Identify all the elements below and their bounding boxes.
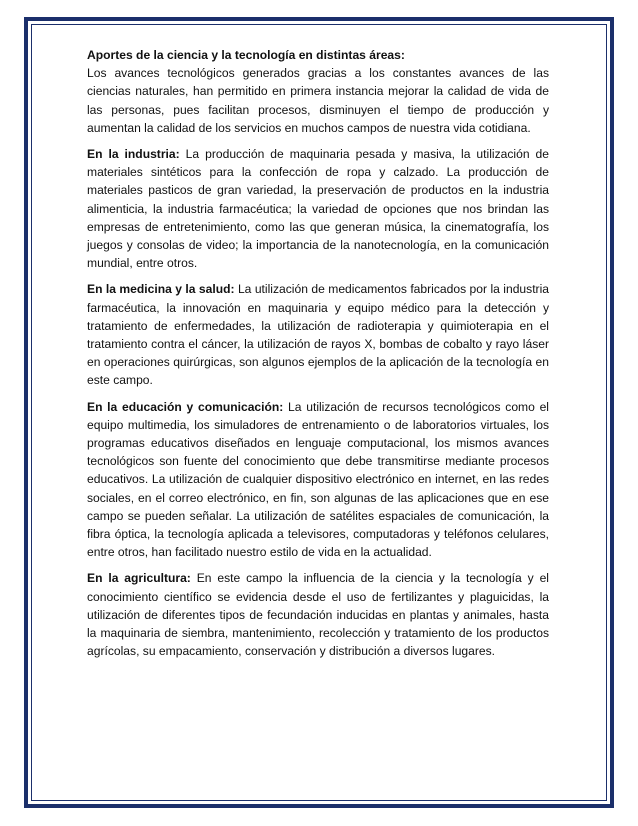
section-educacion-comunicacion <box>87 398 549 562</box>
intro-paragraph: Los avances tecnológicos generados gracias a los constantes avances de las ciencias naturales, han permitido en primera instancia mejorar la calidad de vida de las personas, pues facilitan procesos, disminuyen el tiempo de producción y aumentan la calidad de los servicios en muchos campos de nuestra vida cotidiana. <box>87 66 549 135</box>
document-title: Aportes de la ciencia y la tecnología en distintas áreas: <box>87 48 405 62</box>
section-heading-educacion-comunicacion: En la educación y comunicación: <box>87 399 284 414</box>
section-agricultura <box>87 569 549 660</box>
section-text-educacion-comunicacion: La utilización de recursos tecnológicos como el equipo multimedia, los simuladores de entrenamiento o de laboratorios virtuales, los programas educativos diseñados en lenguaje computacional, los mismos avances tecnológicos son fuente del conocimiento que debe transmitirse mediante procesos educativos. La utilización de cualquier dispositivo electrónico en internet, en las redes sociales, en el correo electrónico, en fin, son algunas de las aplicaciones que en ese campo se pueden señalar. La utilización de satélites espaciales de comunicación, la fibra óptica, la tecnología aplicada a televisores, computadoras y teléfonos celulares, entre otros, han facilitado nuestro estilo de vida en la actualidad. <box>87 399 549 560</box>
section-medicina-salud <box>87 280 549 389</box>
section-heading-agricultura: En la agricultura: <box>87 571 191 586</box>
section-text-agricultura: En este campo la influencia de la ciencia y la tecnología y el conocimiento científico se evidencia desde el uso de fertilizantes y plaguicidas, la utilización de diferentes tipos de fecundación inducidas en plantas y animales, hasta la maquinaria de siembra, mantenimiento, recolección y tratamiento de los productos agrícolas, su empacamiento, conservación y distribución a diversos lugares. <box>87 571 549 659</box>
document-body <box>87 46 549 669</box>
section-heading-industria: En la industria: <box>87 147 180 162</box>
section-heading-medicina-salud: En la medicina y la salud: <box>87 282 235 297</box>
section-text-medicina-salud: La utilización de medicamentos fabricados por la industria farmacéutica, la innovación en maquinaria y equipo médico para la detección y tratamiento de enfermedades, la utilización de radioterapia y quimioterapia en el tratamiento contra el cáncer, la utilización de rayos X, bombas de cobalto y rayo láser en operaciones quirúrgicas, son algunos ejemplos de la aplicación de la tecnología en este campo. <box>87 282 549 388</box>
section-text-industria: La producción de maquinaria pesada y masiva, la utilización de materiales sintéticos para la confección de ropa y calzado. La producción de materiales pasticos de gran variedad, la preservación de productos en la industria alimenticia, la industria farmacéutica; la variedad de opciones que nos brindan las empresas de entretenimiento, como las que generan música, la cinematografía, los juegos y consolas de video; la importancia de la nanotecnología, en la comunicación mundial, entre otros. <box>87 147 549 271</box>
section-industria <box>87 145 549 272</box>
